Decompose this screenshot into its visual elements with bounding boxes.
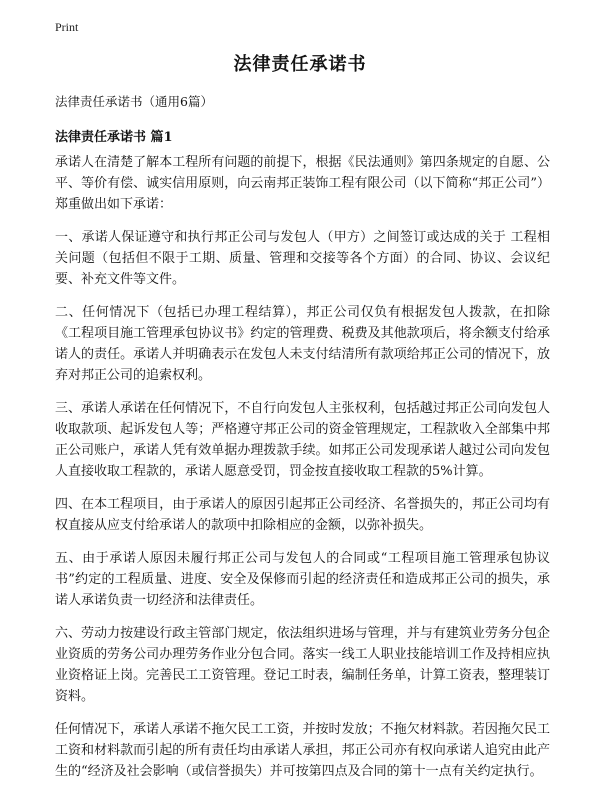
paragraph-clause-6: 六、劳动力按建设行政主管部门规定，依法组织进场与管理，并与有建筑业劳务分包企业资质的劳务公司办理劳务作业分包合同。落实一线工人职业技能培训工作及持相应执业资格证上岗。完善民工工资管理。登记工时表，编制任务单，计算工资表，整理装订资料。 — [55, 626, 550, 704]
print-link[interactable]: Print — [55, 20, 79, 34]
paragraph-clause-4: 四、在本工程项目，由于承诺人的原因引起邦正公司经济、名誉损失的，邦正公司均有权直接从应支付给承诺人的款项中扣除相应的金额，以弥补损失。 — [55, 497, 550, 533]
document-subtitle: 法律责任承诺书（通用6篇） — [55, 94, 213, 109]
document-body — [55, 152, 550, 794]
paragraph-clause-1: 一、承诺人保证遵守和执行邦正公司与发包人（甲方）之间签订或达成的关于 工程相关问题（包括但不限于工期、质量、管理和交接等各个方面）的合同、协议、会议纪要、补充文件等文件。 — [55, 230, 550, 287]
paragraph-clause-3: 三、承诺人承诺在任何情况下，不自行向发包人主张权利，包括越过邦正公司向发包人收取款项、起诉发包人等；严格遵守邦正公司的资金管理规定，工程款收入全部集中邦正公司账户，承诺人凭有效单据办理拨款手续。如邦正公司发现承诺人越过公司向发包人直接收取工程款的，承诺人愿意受罚，罚金按直接收取工程款的5%计算。 — [55, 401, 550, 479]
paragraph-closing: 任何情况下，承诺人承诺不拖欠民工工资，并按时发放；不拖欠材料款。若因拖欠民工工资和材料款而引起的所有责任均由承诺人承担，邦正公司亦有权向承诺人追究由此产生的“经济及社会影响（或信誉损失）并可按第四点及合同的第十一点有关约定执行。 — [55, 722, 550, 779]
paragraph-clause-5: 五、由于承诺人原因未履行邦正公司与发包人的合同或“工程项目施工管理承包协议书”约定的工程质量、进度、安全及保修而引起的经济责任和造成邦正公司的损失，承诺人承诺负责一切经济和法律责任。 — [55, 551, 550, 608]
document-title: 法律责任承诺书 — [233, 54, 367, 75]
paragraph-clause-2: 二、任何情况下（包括已办理工程结算），邦正公司仅负有根据发包人拨款，在扣除《工程项目施工管理承包协议书》约定的管理费、税费及其他款项后，将余额支付给承诺人的责任。承诺人并明确表示在发包人未支付结清所有款项给邦正公司的情况下，放弃对邦正公司的追索权利。 — [55, 305, 550, 383]
paragraph-intro: 承诺人在清楚了解本工程所有问题的前提下，根据《民法通则》第四条规定的自愿、公平、等价有偿、诚实信用原则，向云南邦正装饰工程有限公司（以下简称“邦正公司”）郑重做出如下承诺： — [55, 155, 550, 212]
section-heading: 法律责任承诺书 篇1 — [55, 130, 173, 145]
